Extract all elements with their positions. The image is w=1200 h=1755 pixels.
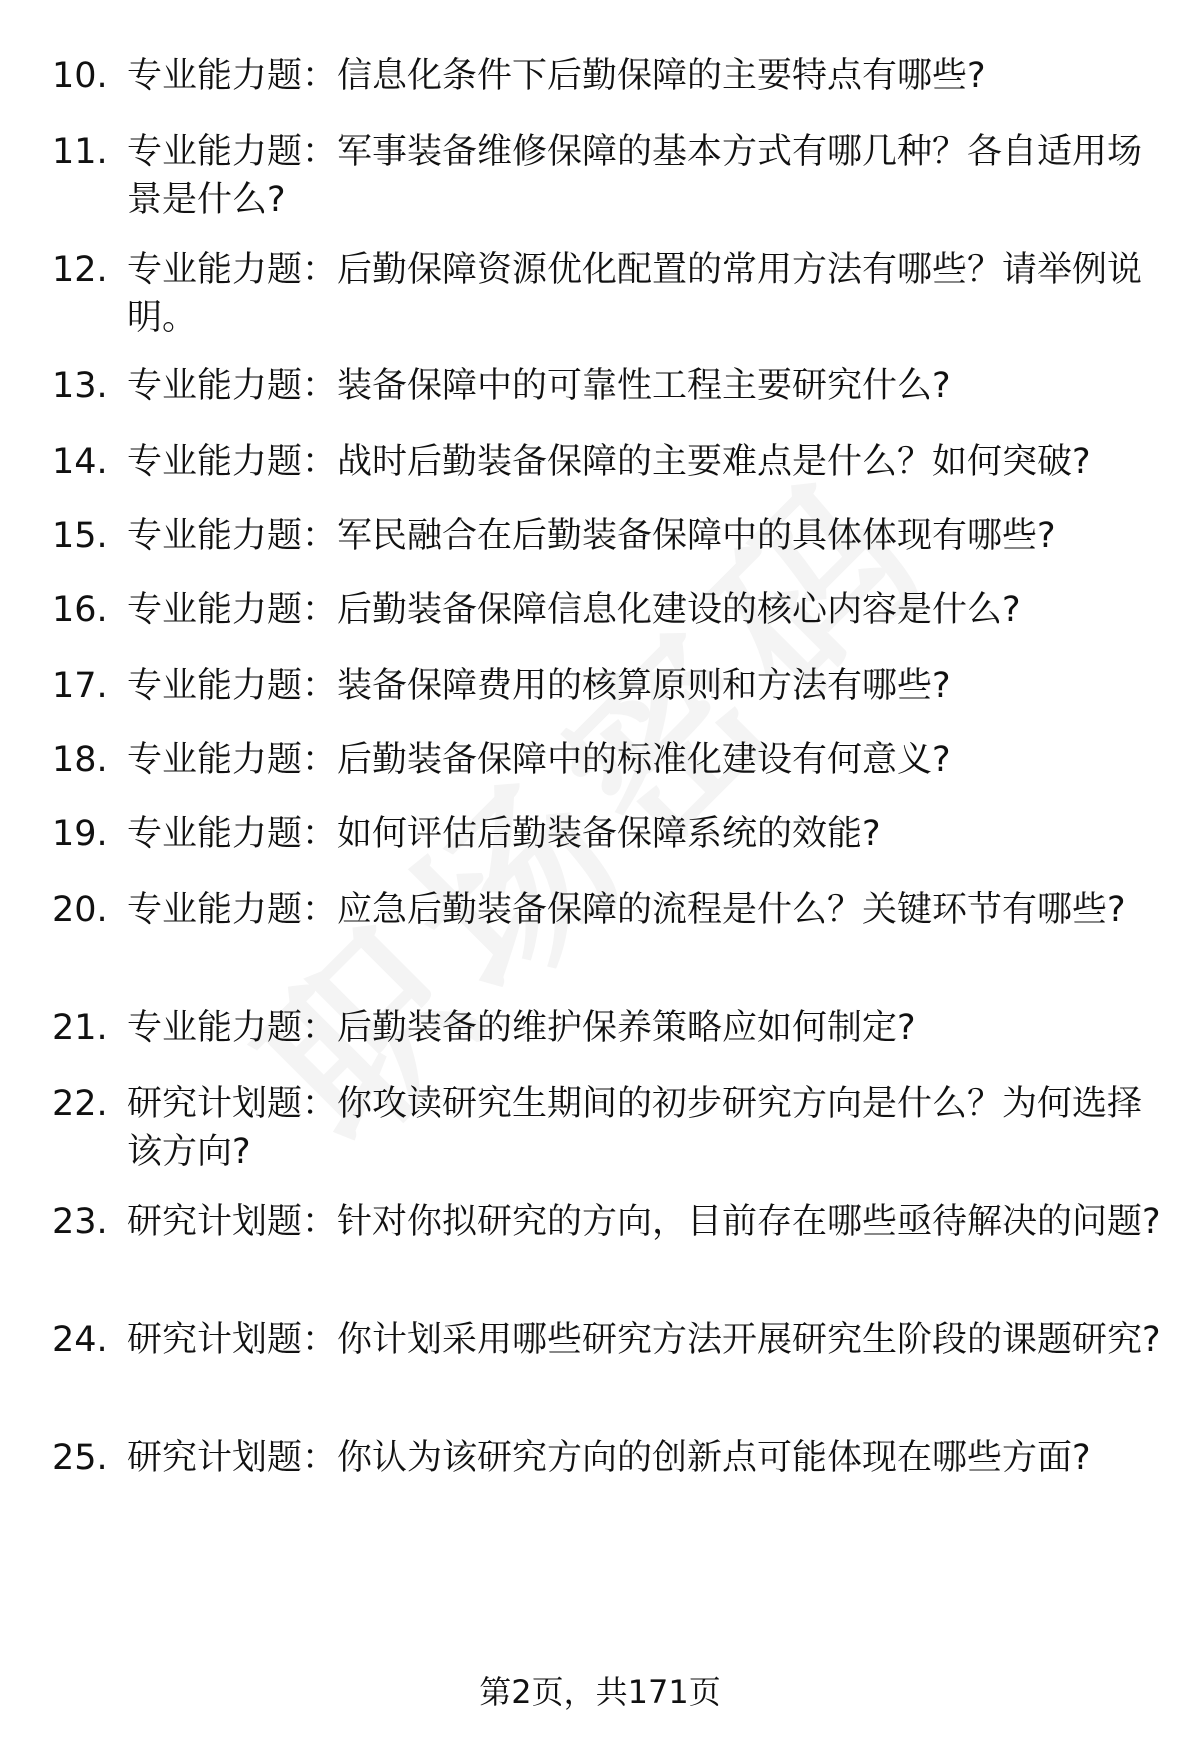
item-number: 21. bbox=[52, 1008, 108, 1048]
item-text: 专业能力题：军事装备维修保障的基本方式有哪几种？各自适用场景是什么? bbox=[127, 132, 1143, 220]
page-number: 第2页，共171页 bbox=[479, 1673, 721, 1711]
item-text: 专业能力题：如何评估后勤装备保障系统的效能? bbox=[127, 814, 881, 854]
item-number: 17. bbox=[52, 666, 108, 706]
item-text: 专业能力题：应急后勤装备保障的流程是什么？关键环节有哪些? bbox=[127, 890, 1126, 930]
item-number: 23. bbox=[52, 1202, 108, 1242]
item-number: 10. bbox=[52, 56, 108, 96]
item-number: 11. bbox=[52, 132, 108, 172]
item-number: 22. bbox=[52, 1084, 108, 1124]
item-text: 专业能力题：装备保障费用的核算原则和方法有哪些? bbox=[127, 666, 951, 706]
item-number: 24. bbox=[52, 1320, 108, 1360]
item-text: 专业能力题：后勤装备保障中的标准化建设有何意义? bbox=[127, 740, 951, 780]
item-text: 专业能力题：信息化条件下后勤保障的主要特点有哪些? bbox=[127, 56, 986, 96]
item-text: 专业能力题：后勤保障资源优化配置的常用方法有哪些？请举例说明。 bbox=[127, 250, 1143, 338]
item-number: 16. bbox=[52, 590, 108, 630]
item-number: 15. bbox=[52, 516, 108, 556]
item-text: 研究计划题：你计划采用哪些研究方法开展研究生阶段的课题研究? bbox=[127, 1320, 1161, 1360]
item-text: 专业能力题：战时后勤装备保障的主要难点是什么？如何突破? bbox=[127, 442, 1091, 482]
item-text: 研究计划题：针对你拟研究的方向，目前存在哪些亟待解决的问题? bbox=[127, 1202, 1161, 1242]
item-text: 专业能力题：军民融合在后勤装备保障中的具体体现有哪些? bbox=[127, 516, 1056, 556]
item-number: 13. bbox=[52, 366, 108, 406]
item-number: 20. bbox=[52, 890, 108, 930]
item-text: 研究计划题：你认为该研究方向的创新点可能体现在哪些方面? bbox=[127, 1438, 1091, 1478]
item-number: 18. bbox=[52, 740, 108, 780]
item-number: 12. bbox=[52, 250, 108, 290]
item-text: 专业能力题：后勤装备保障信息化建设的核心内容是什么? bbox=[127, 590, 1021, 630]
item-number: 19. bbox=[52, 814, 108, 854]
item-text: 研究计划题：你攻读研究生期间的初步研究方向是什么？为何选择该方向? bbox=[127, 1084, 1143, 1172]
item-number: 25. bbox=[52, 1438, 108, 1478]
item-text: 专业能力题：装备保障中的可靠性工程主要研究什么? bbox=[127, 366, 951, 406]
item-text: 专业能力题：后勤装备的维护保养策略应如何制定? bbox=[127, 1008, 916, 1048]
item-number: 14. bbox=[52, 442, 108, 482]
